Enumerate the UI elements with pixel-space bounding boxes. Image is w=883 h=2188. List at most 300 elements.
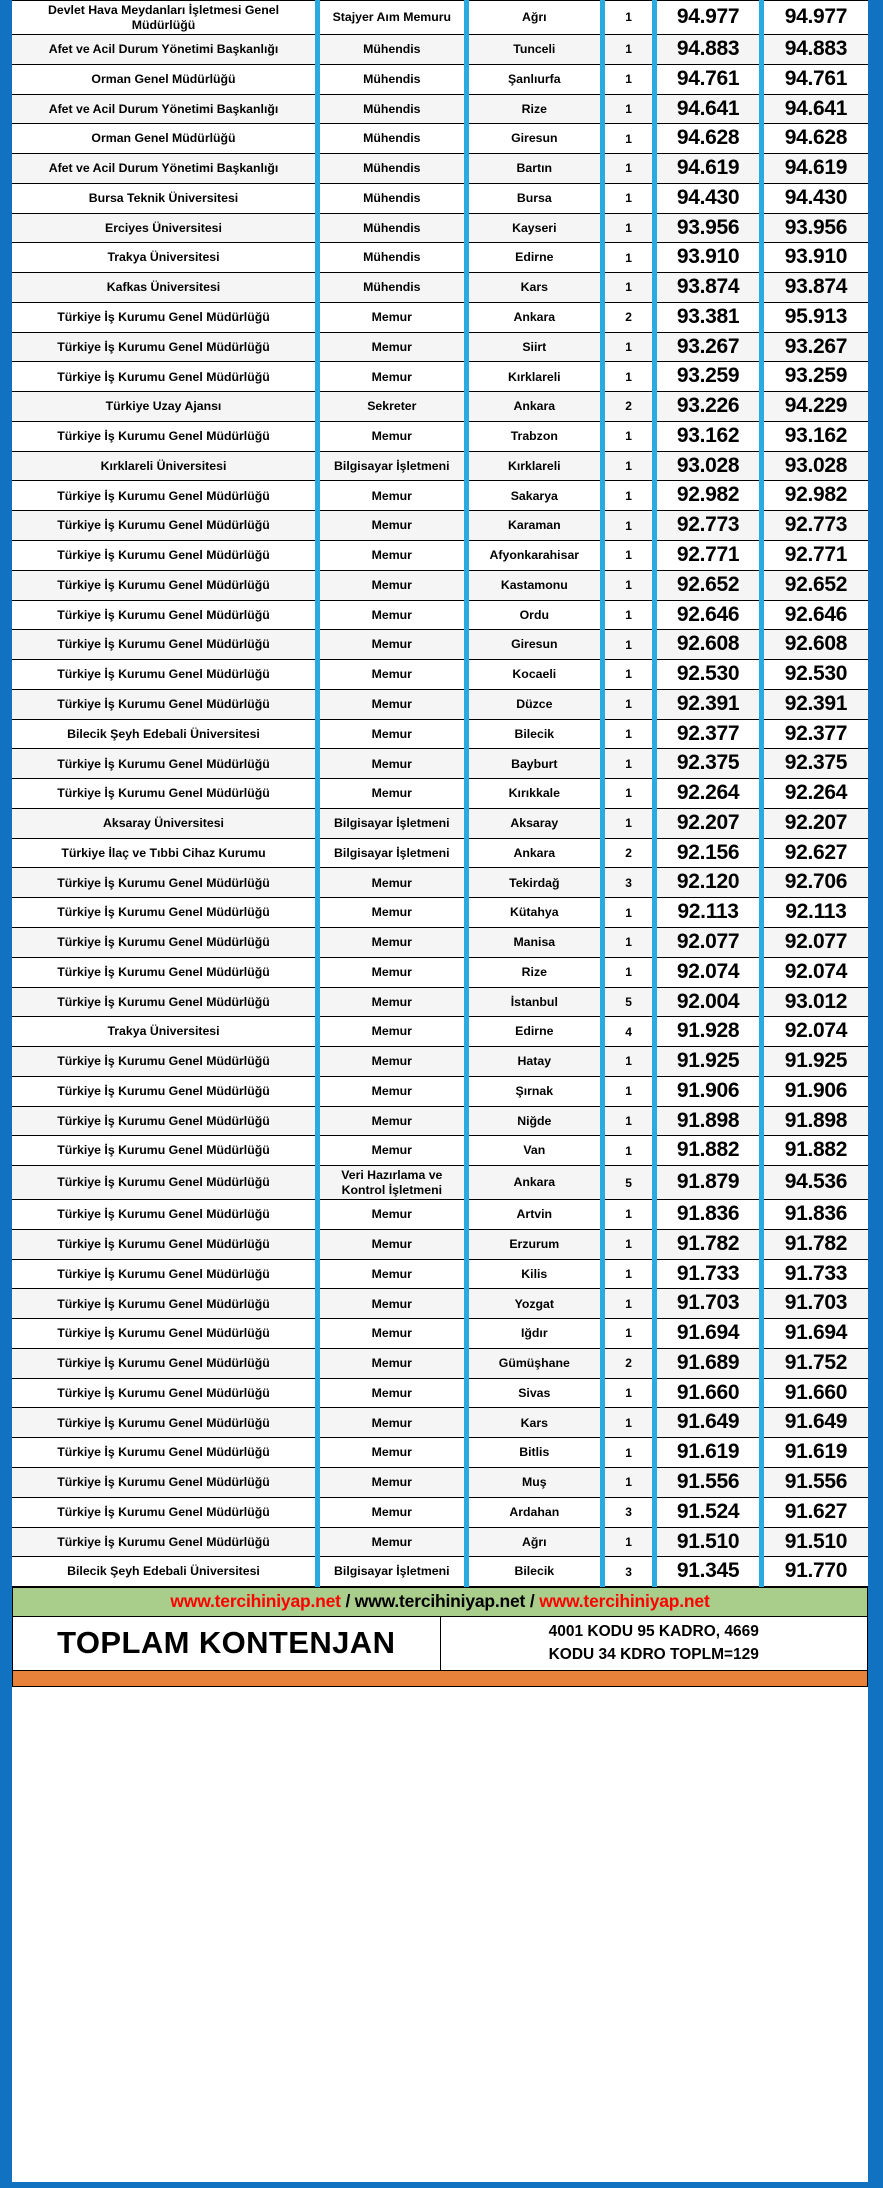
cell-kontenjan[interactable]: 1 (602, 94, 654, 124)
cell-kontenjan[interactable]: 1 (602, 421, 654, 451)
cell-taban-puan[interactable]: 91.649 (655, 1408, 762, 1438)
cell-kurum[interactable]: Orman Genel Müdürlüğü (12, 124, 317, 154)
cell-il[interactable]: Edirne (466, 1017, 602, 1047)
cell-il[interactable]: Ağrı (466, 1527, 602, 1557)
cell-kontenjan[interactable]: 1 (602, 570, 654, 600)
cell-tavan-puan[interactable]: 92.377 (761, 719, 868, 749)
table-row[interactable] (12, 35, 868, 65)
cell-kurum[interactable]: Türkiye İş Kurumu Genel Müdürlüğü (12, 1378, 317, 1408)
table-row[interactable] (12, 1106, 868, 1136)
cell-kurum[interactable]: Türkiye İş Kurumu Genel Müdürlüğü (12, 1047, 317, 1077)
cell-kontenjan[interactable]: 1 (602, 927, 654, 957)
cell-unvan[interactable]: Memur (317, 1497, 466, 1527)
cell-kurum[interactable]: Bursa Teknik Üniversitesi (12, 183, 317, 213)
cell-taban-puan[interactable]: 91.660 (655, 1378, 762, 1408)
cell-kurum[interactable]: Türkiye İş Kurumu Genel Müdürlüğü (12, 779, 317, 809)
cell-il[interactable]: Tunceli (466, 35, 602, 65)
cell-taban-puan[interactable]: 92.113 (655, 898, 762, 928)
cell-tavan-puan[interactable]: 92.375 (761, 749, 868, 779)
table-row[interactable] (12, 1557, 868, 1587)
cell-il[interactable]: Kırıkkale (466, 779, 602, 809)
cell-taban-puan[interactable]: 92.608 (655, 630, 762, 660)
cell-taban-puan[interactable]: 94.619 (655, 154, 762, 184)
cell-kontenjan[interactable]: 5 (602, 1166, 654, 1200)
cell-kontenjan[interactable]: 1 (602, 1200, 654, 1230)
cell-kontenjan[interactable]: 5 (602, 987, 654, 1017)
table-row[interactable] (12, 1527, 868, 1557)
cell-kontenjan[interactable]: 1 (602, 1, 654, 35)
cell-kurum[interactable]: Türkiye İş Kurumu Genel Müdürlüğü (12, 511, 317, 541)
cell-taban-puan[interactable]: 92.771 (655, 541, 762, 571)
cell-kontenjan[interactable]: 1 (602, 511, 654, 541)
cell-kurum[interactable]: Türkiye İş Kurumu Genel Müdürlüğü (12, 362, 317, 392)
table-row[interactable] (12, 1438, 868, 1468)
cell-kontenjan[interactable]: 1 (602, 1136, 654, 1166)
cell-tavan-puan[interactable]: 91.906 (761, 1076, 868, 1106)
cell-unvan[interactable]: Mühendis (317, 94, 466, 124)
cell-unvan[interactable]: Memur (317, 1200, 466, 1230)
cell-unvan[interactable]: Memur (317, 868, 466, 898)
cell-taban-puan[interactable]: 92.377 (655, 719, 762, 749)
cell-il[interactable]: Kocaeli (466, 660, 602, 690)
cell-il[interactable]: Tekirdağ (466, 868, 602, 898)
cell-taban-puan[interactable]: 94.883 (655, 35, 762, 65)
cell-kurum[interactable]: Trakya Üniversitesi (12, 1017, 317, 1047)
cell-il[interactable]: Ankara (466, 392, 602, 422)
cell-kontenjan[interactable]: 1 (602, 898, 654, 928)
cell-tavan-puan[interactable]: 92.627 (761, 838, 868, 868)
cell-unvan[interactable]: Memur (317, 630, 466, 660)
cell-il[interactable]: Kütahya (466, 898, 602, 928)
cell-kurum[interactable]: Orman Genel Müdürlüğü (12, 64, 317, 94)
cell-il[interactable]: Manisa (466, 927, 602, 957)
cell-kontenjan[interactable]: 1 (602, 273, 654, 303)
cell-unvan[interactable]: Bilgisayar İşletmeni (317, 451, 466, 481)
cell-il[interactable]: Ordu (466, 600, 602, 630)
cell-il[interactable]: Ağrı (466, 1, 602, 35)
table-row[interactable] (12, 1497, 868, 1527)
table-row[interactable] (12, 362, 868, 392)
cell-kurum[interactable]: Erciyes Üniversitesi (12, 213, 317, 243)
table-row[interactable] (12, 1, 868, 35)
cell-unvan[interactable]: Memur (317, 1467, 466, 1497)
cell-unvan[interactable]: Memur (317, 719, 466, 749)
cell-il[interactable]: Rize (466, 94, 602, 124)
cell-tavan-puan[interactable]: 94.536 (761, 1166, 868, 1200)
cell-kurum[interactable]: Türkiye İş Kurumu Genel Müdürlüğü (12, 660, 317, 690)
table-row[interactable] (12, 1467, 868, 1497)
cell-tavan-puan[interactable]: 94.430 (761, 183, 868, 213)
table-row[interactable] (12, 927, 868, 957)
cell-kontenjan[interactable]: 3 (602, 868, 654, 898)
cell-kurum[interactable]: Aksaray Üniversitesi (12, 808, 317, 838)
cell-taban-puan[interactable]: 92.004 (655, 987, 762, 1017)
table-row[interactable] (12, 1319, 868, 1349)
table-row[interactable] (12, 392, 868, 422)
cell-taban-puan[interactable]: 91.345 (655, 1557, 762, 1587)
cell-il[interactable]: Sivas (466, 1378, 602, 1408)
cell-il[interactable]: Bitlis (466, 1438, 602, 1468)
cell-kontenjan[interactable]: 1 (602, 154, 654, 184)
cell-taban-puan[interactable]: 93.381 (655, 302, 762, 332)
cell-il[interactable]: Edirne (466, 243, 602, 273)
cell-taban-puan[interactable]: 91.836 (655, 1200, 762, 1230)
cell-unvan[interactable]: Bilgisayar İşletmeni (317, 808, 466, 838)
cell-il[interactable]: Hatay (466, 1047, 602, 1077)
cell-kurum[interactable]: Türkiye İş Kurumu Genel Müdürlüğü (12, 927, 317, 957)
table-row[interactable] (12, 898, 868, 928)
cell-taban-puan[interactable]: 94.641 (655, 94, 762, 124)
cell-kurum[interactable]: Türkiye İş Kurumu Genel Müdürlüğü (12, 1527, 317, 1557)
table-row[interactable] (12, 1136, 868, 1166)
cell-kontenjan[interactable]: 2 (602, 1348, 654, 1378)
cell-taban-puan[interactable]: 91.898 (655, 1106, 762, 1136)
cell-kurum[interactable]: Türkiye İş Kurumu Genel Müdürlüğü (12, 868, 317, 898)
cell-kurum[interactable]: Türkiye İş Kurumu Genel Müdürlüğü (12, 421, 317, 451)
cell-il[interactable]: Düzce (466, 689, 602, 719)
cell-taban-puan[interactable]: 93.162 (655, 421, 762, 451)
table-row[interactable] (12, 1348, 868, 1378)
cell-unvan[interactable]: Mühendis (317, 183, 466, 213)
cell-il[interactable]: Kırklareli (466, 362, 602, 392)
cell-kurum[interactable]: Türkiye İş Kurumu Genel Müdürlüğü (12, 1408, 317, 1438)
cell-tavan-puan[interactable]: 91.733 (761, 1259, 868, 1289)
cell-il[interactable]: Bursa (466, 183, 602, 213)
cell-kurum[interactable]: Türkiye İş Kurumu Genel Müdürlüğü (12, 1467, 317, 1497)
cell-kontenjan[interactable]: 1 (602, 332, 654, 362)
cell-tavan-puan[interactable]: 94.977 (761, 1, 868, 35)
cell-tavan-puan[interactable]: 91.660 (761, 1378, 868, 1408)
cell-tavan-puan[interactable]: 92.608 (761, 630, 868, 660)
site-link-3[interactable]: www.tercihiniyap.net (539, 1591, 710, 1612)
table-row[interactable] (12, 838, 868, 868)
cell-kontenjan[interactable]: 1 (602, 1106, 654, 1136)
cell-kurum[interactable]: Türkiye İş Kurumu Genel Müdürlüğü (12, 1200, 317, 1230)
table-row[interactable] (12, 332, 868, 362)
cell-taban-puan[interactable]: 94.761 (655, 64, 762, 94)
cell-kontenjan[interactable]: 1 (602, 779, 654, 809)
cell-tavan-puan[interactable]: 92.646 (761, 600, 868, 630)
cell-kurum[interactable]: Türkiye İş Kurumu Genel Müdürlüğü (12, 1289, 317, 1319)
cell-tavan-puan[interactable]: 91.925 (761, 1047, 868, 1077)
cell-tavan-puan[interactable]: 91.619 (761, 1438, 868, 1468)
table-row[interactable] (12, 1408, 868, 1438)
cell-unvan[interactable]: Memur (317, 541, 466, 571)
cell-kurum[interactable]: Türkiye İş Kurumu Genel Müdürlüğü (12, 1076, 317, 1106)
cell-il[interactable]: Artvin (466, 1200, 602, 1230)
cell-tavan-puan[interactable]: 92.391 (761, 689, 868, 719)
cell-tavan-puan[interactable]: 94.229 (761, 392, 868, 422)
cell-tavan-puan[interactable]: 91.703 (761, 1289, 868, 1319)
cell-kontenjan[interactable]: 3 (602, 1557, 654, 1587)
table-row[interactable] (12, 1259, 868, 1289)
cell-kurum[interactable]: Türkiye İş Kurumu Genel Müdürlüğü (12, 541, 317, 571)
cell-unvan[interactable]: Memur (317, 1527, 466, 1557)
table-row[interactable] (12, 1229, 868, 1259)
table-row[interactable] (12, 1076, 868, 1106)
cell-unvan[interactable]: Memur (317, 689, 466, 719)
cell-kurum[interactable]: Devlet Hava Meydanları İşletmesi Genel Müdürlüğü (12, 1, 317, 35)
cell-taban-puan[interactable]: 92.077 (655, 927, 762, 957)
cell-unvan[interactable]: Memur (317, 332, 466, 362)
cell-kurum[interactable]: Türkiye İş Kurumu Genel Müdürlüğü (12, 898, 317, 928)
table-row[interactable] (12, 779, 868, 809)
cell-kurum[interactable]: Afet ve Acil Durum Yönetimi Başkanlığı (12, 94, 317, 124)
table-row[interactable] (12, 749, 868, 779)
cell-tavan-puan[interactable]: 92.982 (761, 481, 868, 511)
cell-taban-puan[interactable]: 92.120 (655, 868, 762, 898)
cell-kontenjan[interactable]: 2 (602, 392, 654, 422)
cell-tavan-puan[interactable]: 91.782 (761, 1229, 868, 1259)
cell-unvan[interactable]: Memur (317, 511, 466, 541)
cell-taban-puan[interactable]: 94.977 (655, 1, 762, 35)
cell-unvan[interactable]: Mühendis (317, 213, 466, 243)
cell-unvan[interactable]: Memur (317, 1378, 466, 1408)
cell-tavan-puan[interactable]: 92.706 (761, 868, 868, 898)
cell-kontenjan[interactable]: 1 (602, 362, 654, 392)
cell-il[interactable]: Kars (466, 1408, 602, 1438)
cell-taban-puan[interactable]: 91.619 (655, 1438, 762, 1468)
cell-kontenjan[interactable]: 1 (602, 1259, 654, 1289)
cell-il[interactable]: Iğdır (466, 1319, 602, 1349)
cell-unvan[interactable]: Memur (317, 660, 466, 690)
cell-kontenjan[interactable]: 1 (602, 719, 654, 749)
cell-kontenjan[interactable]: 1 (602, 1319, 654, 1349)
table-row[interactable] (12, 719, 868, 749)
cell-tavan-puan[interactable]: 94.883 (761, 35, 868, 65)
cell-kontenjan[interactable]: 1 (602, 1047, 654, 1077)
table-row[interactable] (12, 124, 868, 154)
cell-unvan[interactable]: Memur (317, 1047, 466, 1077)
cell-kontenjan[interactable]: 1 (602, 1438, 654, 1468)
cell-taban-puan[interactable]: 91.906 (655, 1076, 762, 1106)
cell-il[interactable]: Giresun (466, 630, 602, 660)
cell-kurum[interactable]: Bilecik Şeyh Edebali Üniversitesi (12, 1557, 317, 1587)
cell-il[interactable]: Trabzon (466, 421, 602, 451)
cell-kontenjan[interactable]: 4 (602, 1017, 654, 1047)
cell-unvan[interactable]: Memur (317, 1319, 466, 1349)
cell-unvan[interactable]: Mühendis (317, 35, 466, 65)
cell-taban-puan[interactable]: 91.703 (655, 1289, 762, 1319)
cell-tavan-puan[interactable]: 91.694 (761, 1319, 868, 1349)
cell-kontenjan[interactable]: 1 (602, 689, 654, 719)
site-link-2[interactable]: www.tercihiniyap.net (354, 1591, 526, 1612)
cell-taban-puan[interactable]: 92.375 (655, 749, 762, 779)
table-row[interactable] (12, 243, 868, 273)
cell-kontenjan[interactable]: 2 (602, 838, 654, 868)
cell-kontenjan[interactable]: 1 (602, 957, 654, 987)
cell-il[interactable]: Rize (466, 957, 602, 987)
cell-taban-puan[interactable]: 91.694 (655, 1319, 762, 1349)
cell-kurum[interactable]: Türkiye İş Kurumu Genel Müdürlüğü (12, 957, 317, 987)
cell-il[interactable]: Kars (466, 273, 602, 303)
cell-kurum[interactable]: Türkiye İş Kurumu Genel Müdürlüğü (12, 600, 317, 630)
table-row[interactable] (12, 570, 868, 600)
cell-kurum[interactable]: Kafkas Üniversitesi (12, 273, 317, 303)
cell-kurum[interactable]: Türkiye İş Kurumu Genel Müdürlüğü (12, 749, 317, 779)
table-row[interactable] (12, 1200, 868, 1230)
cell-il[interactable]: Kilis (466, 1259, 602, 1289)
cell-il[interactable]: Kastamonu (466, 570, 602, 600)
cell-tavan-puan[interactable]: 94.641 (761, 94, 868, 124)
table-row[interactable] (12, 600, 868, 630)
cell-tavan-puan[interactable]: 93.910 (761, 243, 868, 273)
cell-tavan-puan[interactable]: 92.652 (761, 570, 868, 600)
cell-unvan[interactable]: Mühendis (317, 124, 466, 154)
cell-taban-puan[interactable]: 91.928 (655, 1017, 762, 1047)
cell-kurum[interactable]: Türkiye İş Kurumu Genel Müdürlüğü (12, 302, 317, 332)
cell-taban-puan[interactable]: 92.652 (655, 570, 762, 600)
cell-kontenjan[interactable]: 2 (602, 302, 654, 332)
cell-kontenjan[interactable]: 1 (602, 541, 654, 571)
table-row[interactable] (12, 541, 868, 571)
cell-il[interactable]: Bilecik (466, 719, 602, 749)
cell-taban-puan[interactable]: 92.156 (655, 838, 762, 868)
cell-kontenjan[interactable]: 1 (602, 600, 654, 630)
cell-kontenjan[interactable]: 1 (602, 35, 654, 65)
table-row[interactable] (12, 1378, 868, 1408)
cell-tavan-puan[interactable]: 92.207 (761, 808, 868, 838)
cell-taban-puan[interactable]: 94.628 (655, 124, 762, 154)
cell-kontenjan[interactable]: 1 (602, 1378, 654, 1408)
cell-taban-puan[interactable]: 93.028 (655, 451, 762, 481)
cell-tavan-puan[interactable]: 92.773 (761, 511, 868, 541)
cell-il[interactable]: Bayburt (466, 749, 602, 779)
table-row[interactable] (12, 94, 868, 124)
cell-il[interactable]: Sakarya (466, 481, 602, 511)
table-row[interactable] (12, 1017, 868, 1047)
table-row[interactable] (12, 64, 868, 94)
cell-kurum[interactable]: Türkiye Uzay Ajansı (12, 392, 317, 422)
cell-taban-puan[interactable]: 93.267 (655, 332, 762, 362)
table-row[interactable] (12, 481, 868, 511)
cell-il[interactable]: Niğde (466, 1106, 602, 1136)
cell-tavan-puan[interactable]: 93.956 (761, 213, 868, 243)
cell-unvan[interactable]: Memur (317, 1348, 466, 1378)
table-row[interactable] (12, 689, 868, 719)
cell-tavan-puan[interactable]: 91.770 (761, 1557, 868, 1587)
cell-unvan[interactable]: Memur (317, 779, 466, 809)
table-row[interactable] (12, 1166, 868, 1200)
cell-il[interactable]: Ankara (466, 302, 602, 332)
cell-unvan[interactable]: Bilgisayar İşletmeni (317, 838, 466, 868)
cell-il[interactable]: Siirt (466, 332, 602, 362)
cell-taban-puan[interactable]: 92.391 (655, 689, 762, 719)
cell-il[interactable]: Van (466, 1136, 602, 1166)
cell-kontenjan[interactable]: 1 (602, 630, 654, 660)
cell-unvan[interactable]: Memur (317, 1136, 466, 1166)
cell-kurum[interactable]: Türkiye İlaç ve Tıbbi Cihaz Kurumu (12, 838, 317, 868)
cell-unvan[interactable]: Mühendis (317, 64, 466, 94)
cell-kontenjan[interactable]: 1 (602, 1076, 654, 1106)
cell-unvan[interactable]: Memur (317, 570, 466, 600)
cell-taban-puan[interactable]: 91.925 (655, 1047, 762, 1077)
cell-kontenjan[interactable]: 1 (602, 749, 654, 779)
cell-il[interactable]: Kayseri (466, 213, 602, 243)
cell-tavan-puan[interactable]: 91.510 (761, 1527, 868, 1557)
cell-taban-puan[interactable]: 92.646 (655, 600, 762, 630)
cell-kurum[interactable]: Türkiye İş Kurumu Genel Müdürlüğü (12, 987, 317, 1017)
cell-kurum[interactable]: Türkiye İş Kurumu Genel Müdürlüğü (12, 1259, 317, 1289)
cell-il[interactable]: Ankara (466, 1166, 602, 1200)
cell-tavan-puan[interactable]: 95.913 (761, 302, 868, 332)
cell-taban-puan[interactable]: 93.910 (655, 243, 762, 273)
cell-unvan[interactable]: Memur (317, 600, 466, 630)
cell-tavan-puan[interactable]: 93.267 (761, 332, 868, 362)
cell-unvan[interactable]: Memur (317, 481, 466, 511)
cell-unvan[interactable]: Memur (317, 1017, 466, 1047)
cell-kontenjan[interactable]: 1 (602, 124, 654, 154)
cell-kontenjan[interactable]: 1 (602, 1527, 654, 1557)
cell-taban-puan[interactable]: 93.874 (655, 273, 762, 303)
cell-kurum[interactable]: Türkiye İş Kurumu Genel Müdürlüğü (12, 1106, 317, 1136)
cell-kontenjan[interactable]: 3 (602, 1497, 654, 1527)
cell-il[interactable]: Şanlıurfa (466, 64, 602, 94)
cell-kontenjan[interactable]: 1 (602, 1289, 654, 1319)
cell-tavan-puan[interactable]: 94.761 (761, 64, 868, 94)
cell-taban-puan[interactable]: 91.524 (655, 1497, 762, 1527)
cell-kurum[interactable]: Türkiye İş Kurumu Genel Müdürlüğü (12, 1229, 317, 1259)
cell-kurum[interactable]: Türkiye İş Kurumu Genel Müdürlüğü (12, 1497, 317, 1527)
cell-unvan[interactable]: Memur (317, 957, 466, 987)
cell-taban-puan[interactable]: 92.773 (655, 511, 762, 541)
cell-taban-puan[interactable]: 91.782 (655, 1229, 762, 1259)
table-row[interactable] (12, 957, 868, 987)
cell-unvan[interactable]: Memur (317, 1438, 466, 1468)
cell-taban-puan[interactable]: 92.530 (655, 660, 762, 690)
cell-tavan-puan[interactable]: 91.752 (761, 1348, 868, 1378)
cell-kurum[interactable]: Kırklareli Üniversitesi (12, 451, 317, 481)
cell-unvan[interactable]: Memur (317, 302, 466, 332)
table-row[interactable] (12, 660, 868, 690)
cell-taban-puan[interactable]: 91.556 (655, 1467, 762, 1497)
cell-kurum[interactable]: Türkiye İş Kurumu Genel Müdürlüğü (12, 481, 317, 511)
cell-kurum[interactable]: Trakya Üniversitesi (12, 243, 317, 273)
cell-il[interactable]: Yozgat (466, 1289, 602, 1319)
cell-il[interactable]: Ankara (466, 838, 602, 868)
cell-kontenjan[interactable]: 1 (602, 64, 654, 94)
cell-tavan-puan[interactable]: 93.162 (761, 421, 868, 451)
cell-taban-puan[interactable]: 91.882 (655, 1136, 762, 1166)
cell-taban-puan[interactable]: 93.226 (655, 392, 762, 422)
cell-unvan[interactable]: Memur (317, 1259, 466, 1289)
cell-kurum[interactable]: Türkiye İş Kurumu Genel Müdürlüğü (12, 689, 317, 719)
cell-unvan[interactable]: Stajyer Aım Memuru (317, 1, 466, 35)
cell-kurum[interactable]: Afet ve Acil Durum Yönetimi Başkanlığı (12, 35, 317, 65)
cell-kurum[interactable]: Türkiye İş Kurumu Genel Müdürlüğü (12, 332, 317, 362)
cell-unvan[interactable]: Memur (317, 1408, 466, 1438)
cell-il[interactable]: Bilecik (466, 1557, 602, 1587)
cell-tavan-puan[interactable]: 91.649 (761, 1408, 868, 1438)
cell-tavan-puan[interactable]: 94.619 (761, 154, 868, 184)
cell-il[interactable]: Muş (466, 1467, 602, 1497)
cell-kontenjan[interactable]: 1 (602, 808, 654, 838)
cell-taban-puan[interactable]: 93.956 (655, 213, 762, 243)
cell-il[interactable]: Giresun (466, 124, 602, 154)
cell-taban-puan[interactable]: 94.430 (655, 183, 762, 213)
cell-kurum[interactable]: Türkiye İş Kurumu Genel Müdürlüğü (12, 1438, 317, 1468)
cell-tavan-puan[interactable]: 93.012 (761, 987, 868, 1017)
table-row[interactable] (12, 451, 868, 481)
cell-kontenjan[interactable]: 1 (602, 183, 654, 213)
table-row[interactable] (12, 421, 868, 451)
cell-tavan-puan[interactable]: 91.882 (761, 1136, 868, 1166)
cell-il[interactable]: Karaman (466, 511, 602, 541)
cell-kurum[interactable]: Türkiye İş Kurumu Genel Müdürlüğü (12, 630, 317, 660)
cell-tavan-puan[interactable]: 91.627 (761, 1497, 868, 1527)
cell-kontenjan[interactable]: 1 (602, 660, 654, 690)
cell-taban-puan[interactable]: 92.264 (655, 779, 762, 809)
